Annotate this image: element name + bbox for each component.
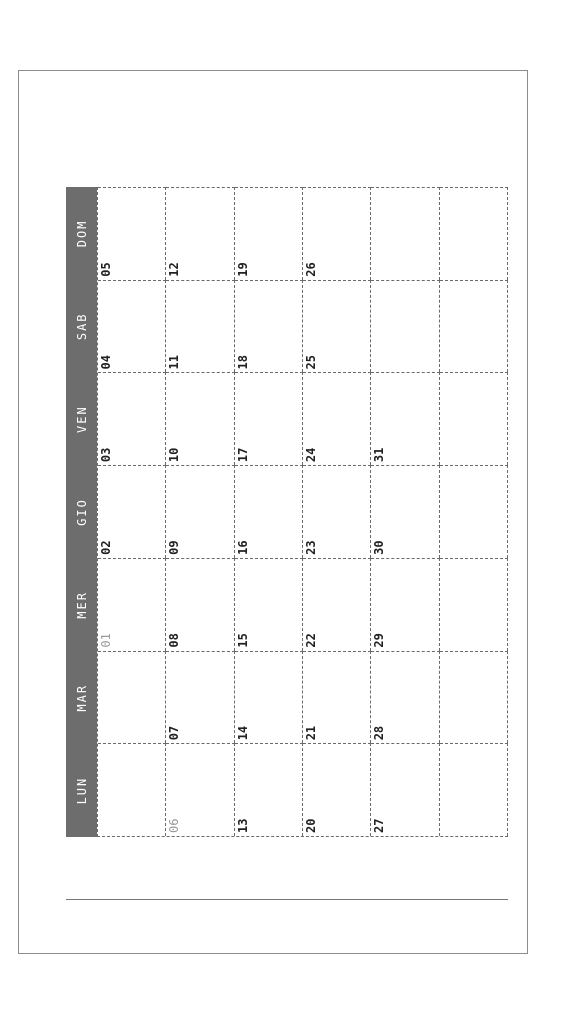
day-cell <box>235 187 303 280</box>
day-cell <box>303 743 371 836</box>
day-number: 02 <box>99 540 113 555</box>
day-number: 28 <box>372 725 387 741</box>
weekday-tue: MAR <box>74 683 89 712</box>
day-number: 22 <box>304 633 318 648</box>
day-cell <box>371 743 439 836</box>
day-cell <box>166 280 234 373</box>
day-cell <box>371 558 439 651</box>
day-number: 07 <box>167 725 182 741</box>
day-number: 13 <box>235 818 250 833</box>
day-number: 01 <box>99 633 113 648</box>
day-cell <box>440 743 508 836</box>
day-cell <box>371 651 439 744</box>
day-number: 18 <box>235 354 250 370</box>
weekday-thu: GIO <box>74 498 89 526</box>
day-cell <box>98 465 166 558</box>
calendar-grid <box>97 187 508 837</box>
day-cell <box>98 187 166 280</box>
day-number: 26 <box>304 262 318 277</box>
day-number: 19 <box>235 262 250 277</box>
day-number: 20 <box>304 818 318 833</box>
day-cell <box>235 743 303 836</box>
day-number: 25 <box>304 354 318 370</box>
day-cell <box>371 187 439 280</box>
day-number: 23 <box>304 540 318 555</box>
month-calendar <box>66 187 507 837</box>
day-number: 14 <box>235 725 250 741</box>
weekday-header <box>66 187 97 837</box>
day-cell <box>303 558 371 651</box>
day-number: 15 <box>235 633 250 648</box>
day-number: 09 <box>167 540 182 555</box>
day-number: 10 <box>167 447 182 463</box>
day-number: 21 <box>304 725 318 741</box>
day-number: 12 <box>167 262 182 277</box>
day-number: 06 <box>167 818 182 833</box>
calendar-rotated-content <box>66 187 507 837</box>
day-cell <box>235 558 303 651</box>
day-cell <box>303 280 371 373</box>
day-cell <box>166 651 234 744</box>
weekday-wed: MER <box>74 591 89 619</box>
day-number: 31 <box>372 447 387 463</box>
day-number: 30 <box>372 540 387 555</box>
day-cell <box>371 280 439 373</box>
day-cell <box>235 280 303 373</box>
day-cell <box>371 465 439 558</box>
weekday-sat: SAB <box>74 312 89 341</box>
day-number: 29 <box>372 633 387 648</box>
day-number: 05 <box>99 262 113 277</box>
day-cell <box>98 743 166 836</box>
day-cell <box>371 372 439 465</box>
day-cell <box>440 465 508 558</box>
day-cell <box>98 651 166 744</box>
day-cell <box>98 280 166 373</box>
day-number: 08 <box>167 633 182 648</box>
day-cell <box>440 558 508 651</box>
day-cell <box>440 187 508 280</box>
day-cell <box>235 651 303 744</box>
day-cell <box>98 558 166 651</box>
day-cell <box>303 372 371 465</box>
day-cell <box>166 465 234 558</box>
day-cell <box>166 372 234 465</box>
day-cell <box>440 280 508 373</box>
day-cell <box>166 743 234 836</box>
day-cell <box>235 465 303 558</box>
day-cell <box>303 651 371 744</box>
day-cell <box>303 187 371 280</box>
weekday-fri: VEN <box>74 405 89 433</box>
day-number: 17 <box>235 447 250 463</box>
day-cell <box>303 465 371 558</box>
day-cell <box>166 558 234 651</box>
day-cell <box>166 187 234 280</box>
day-cell <box>98 372 166 465</box>
day-number: 11 <box>167 354 182 370</box>
footer-divider <box>66 899 508 900</box>
day-number: 16 <box>235 540 250 555</box>
day-number: 03 <box>99 447 113 463</box>
day-number: 04 <box>99 354 113 370</box>
day-number: 24 <box>304 447 318 463</box>
weekday-sun: DOM <box>74 219 89 248</box>
day-cell <box>440 372 508 465</box>
weekday-mon: LUN <box>74 776 89 805</box>
day-cell <box>235 372 303 465</box>
day-cell <box>440 651 508 744</box>
day-number: 27 <box>372 818 387 833</box>
